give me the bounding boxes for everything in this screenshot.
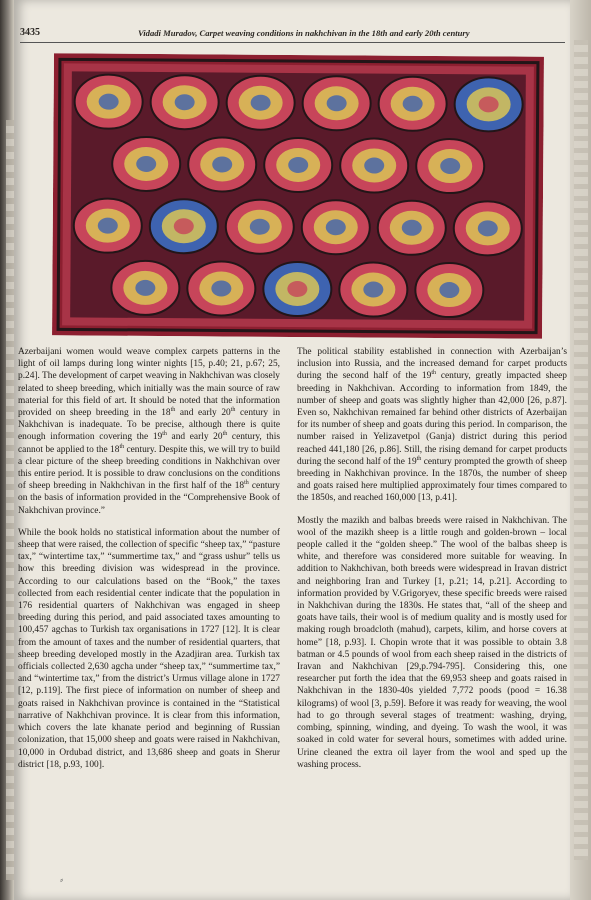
running-title: Vidadi Muradov, Carpet weaving conditions in nakhchivan in the 18th and early 20th century: [138, 28, 470, 38]
medallion-core: [212, 156, 232, 172]
medallion-core: [211, 280, 231, 296]
medallion-core: [326, 219, 346, 235]
left-column: [18, 346, 280, 781]
medallion-core: [440, 158, 460, 174]
header-rule: [20, 42, 565, 43]
page-number: 3435: [20, 27, 40, 38]
medallion-core: [251, 95, 271, 111]
left-paragraph-1: Azerbaijani women would weave complex carpets patterns in the light of oil lamps during long winter nights [15, p.40; 21, p.67; 25, p.24]. The development of carpet weaving in Nakhchivan was closely related to sheep breeding, which initially was the main source of raw material for this field of art. It should be noted that the information provided on sheep breeding in the 18th and early 20th century in Nakhchivan is inadequate. To be precise, although there is quite enough information covering the 19th and early 20th century, this cannot be applied to the 18th century. Despite this, we will try to build a clear picture of the sheep breeding conditions in Nakhchivan over this entire period. It is possible to draw conclusions on the conditions of sheep breeding in Nakhchivan in the first half of the 18th century on the basis of information provided in the “Comprehensive Book of Nakhchivan province.”: [18, 347, 281, 516]
medallion-core: [99, 94, 119, 110]
medallion-core: [136, 156, 156, 172]
right-column: [297, 346, 567, 781]
medallion-core: [287, 281, 307, 297]
medallion-core: [403, 96, 423, 112]
adjacent-page-bleed-right: [574, 40, 588, 860]
right-paragraph-1: The political stability established in connection with Azerbaijan’s inclusion into Russia, and the increased demand for carpet products during the second half of the 19th century, greatly impacted sheep breeding in Nakhchivan. According to information from 1849, the number of sheep and goats was slightly higher than 42,000 [26, p.87]. Even so, Nakhchivan remained far behind other districts of Azerbaijan for its number of sheep and goats during this period. In comparison, the number raised in Yelizavetpol (Ganja) district during this period reached 441,180 [26, p.86]. Still, the rising demand for carpet products during the second half of the 19th century prompted the growth of sheep breeding in Nakhchivan province. In the 1870s, the number of sheep and goats raised here multiplied approximately four times compared to the 1850s, and reached 160,000 [13, p.41].: [297, 347, 567, 504]
medallion-core: [479, 96, 499, 112]
stray-mark: ⸗: [60, 875, 64, 886]
medallion-core: [478, 220, 498, 236]
medallion-core: [175, 94, 195, 110]
left-paragraph-2: While the book holds no statistical information about the number of sheep that were raised, the collection of specific “sheep tax,” “pasture tax,” “wintertime tax,” “summertime tax,” and “grass ushur” tells us how this breeding division was widespread in the province. According to our calculations based on the “Book,” the taxes collected from each residential center indicate that the population in 176 residential quarters of Nakhchivan was engaged in sheep breeding during this period, and paid associated taxes amounting to 100,457 agchas to Turkish tax organisations in 1727 [12]. It is clear from the amount of taxes and the number of residential quarters, that sheep breeding developed mostly in the Azadjiran area. Turkish tax officials collected 2,630 agcha under “sheep tax,” “summertime tax,” and “wintertime tax,” from the district’s Urmus village alone in 1727 [12, p.119]. The first piece of information on number of sheep and goats raised in Nakhchivan province is contained in the “Statistical narrative of Nakhchivan province. It is clear from this information, which covers the late khanate period and beginning of Russian colonization, that 15,000 sheep and goats were raised in Nakhchivan, 10,000 in Ordubad district, and 13,686 sheep and goats in Sherur district [18, p.93, 100].: [18, 527, 280, 770]
medallion-core: [98, 218, 118, 234]
carpet-illustration: [52, 53, 544, 338]
medallion-core: [363, 281, 383, 297]
medallion-core: [402, 220, 422, 236]
medallion-core: [135, 280, 155, 296]
right-paragraph-2: Mostly the mazikh and balbas breeds were raised in Nakhchivan. The wool of the mazikh sheep is a little rough and golden-brown – local people called it the “golden sheep.” The wool of the balbas sheep is white, and therefore was considered more suitable for weaving. In addition to Nakhchivan, both breeds were widespread in Iravan district and neighboring Iran and Turkey [1, p.21; 14, p.21]. According to information provided by V.Grigoryev, these specific breeds were raised in Nakhchivan during the 1830s. He states that, “all of the sheep and goats have tails, their wool is of medium quality and is mostly used for making rough broadcloth (mahud), carpets, kilim, and horse covers at home” [18, p.93]. I. Chopin wrote that it was possible to obtain 3.8 batman or 4.5 pounds of wool from each sheep raised in the districts of Iravan and Nakhchivan [29,p.794-795]. Considering this, one researcher put forth the idea that the 69,953 sheep and goats raised in Nakhchivan in the 1830-40s yielded 7,772 poods (pood = 16.38 kilograms) of wool [3, p.59]. Before it was ready for weaving, the wool had to go through several stages of treatment: washing, drying, combing, spinning, winding, and dyeing. To wash the wool, it was soaked in cold water for several hours, sometimes with added urine. Urine cleaned the extra oil layer from the wool and sped up the washing process.: [297, 515, 567, 770]
medallion-core: [174, 218, 194, 234]
medallion-core: [439, 282, 459, 298]
medallion-core: [364, 157, 384, 173]
medallion-core: [250, 219, 270, 235]
carpet-photo: [52, 53, 544, 338]
medallion-core: [288, 157, 308, 173]
medallion-core: [327, 95, 347, 111]
